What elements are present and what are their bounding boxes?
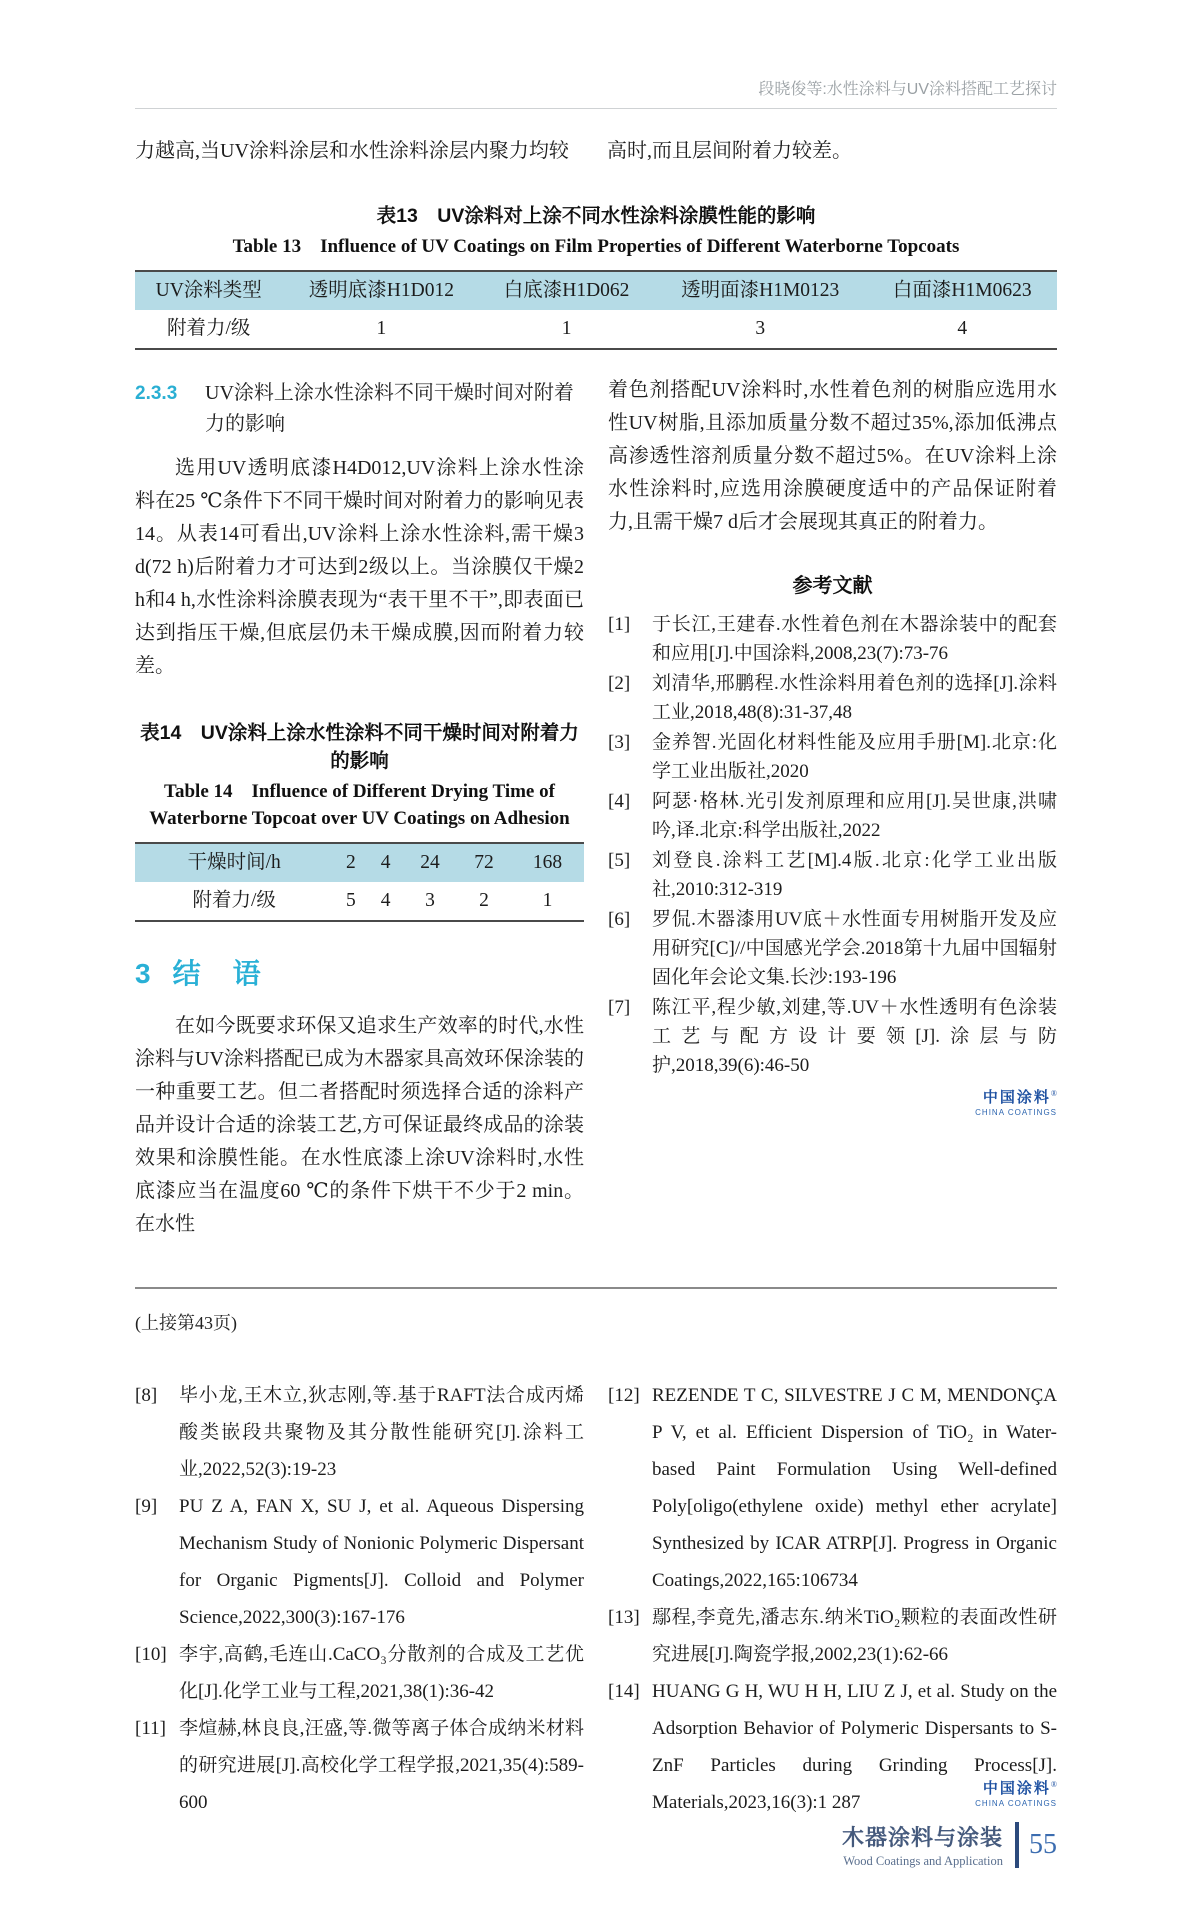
logo-trademark-icon: ®: [1050, 1780, 1057, 1789]
table14-header-cell: 干燥时间/h: [187, 852, 281, 873]
reference-item: [608, 787, 1057, 845]
references-main-list: [608, 610, 1057, 1080]
right-column: [608, 374, 1057, 1241]
reference-number: [1]: [608, 614, 631, 635]
reference-item: [608, 728, 1057, 786]
section-2-3-3-heading: [135, 378, 584, 440]
reference-text: HUANG G H, WU H H, LIU Z J, et al. Study on the Adsorption Behavior of Polymeric Dispersants to S-ZnF Particles during Grinding Process[J]. Materials,2023,16(3):1 287: [652, 1681, 1057, 1813]
reference-number: [13]: [608, 1607, 640, 1628]
journal-title-cn: 木器涂料与涂装: [841, 1825, 1003, 1850]
table13-header-cell: 白面漆H1M0623: [892, 280, 1032, 301]
main-columns: [135, 374, 1057, 1241]
journal-title-en: Wood Coatings and Application: [843, 1854, 1003, 1868]
reference-text: 罗侃.木器漆用UV底＋水性面专用树脂开发及应用研究[C]//中国感光学会.2018第十九届中国辐射固化年会论文集.长沙:193-196: [652, 909, 1057, 988]
footer-divider-bar: [1015, 1822, 1019, 1868]
references-heading: 参考文献: [792, 575, 873, 597]
reference-number: [11]: [135, 1718, 166, 1739]
page-number: 55: [1029, 1829, 1057, 1860]
table14-header-cell: 72: [474, 852, 494, 873]
section-3-number: 3: [135, 958, 151, 989]
table13-data-cell: 1: [561, 318, 572, 339]
reference-number: [12]: [608, 1385, 640, 1406]
left-column: [135, 374, 584, 1241]
table13-title-cn: 表13 UV涂料对上涂不同水性涂料涂膜性能的影响: [376, 205, 816, 227]
running-head: 段晓俊等:水性涂料与UV涂料搭配工艺探讨: [135, 76, 1057, 109]
table13-header-cell: 透明底漆H1D012: [308, 280, 454, 301]
table13-block: [135, 202, 1057, 350]
table14-data-cell: 附着力/级: [192, 890, 276, 911]
table14-data-cell: 3: [425, 890, 435, 911]
table14-data-cell: 4: [380, 890, 391, 911]
table14-data-cell: 5: [345, 890, 356, 911]
table14-header-row: [135, 843, 584, 882]
conclusion-continuation: 着色剂搭配UV涂料时,水性着色剂的树脂应选用水性UV树脂,且添加质量分数不超过35%,添加低沸点高渗透性溶剂质量分数不超过5%。在UV涂料上涂水性涂料时,应选用涂膜硬度适中的产品保证附着力,且需干燥7 d后才会展现其真正的附着力。: [608, 379, 1057, 533]
reference-text: 李煊赫,林良良,汪盛,等.微等离子体合成纳米材料的研究进展[J].高校化学工程学报,2021,35(4):589-600: [179, 1718, 584, 1813]
reference-item: [608, 1673, 1057, 1821]
table14-data-cell: 1: [542, 890, 553, 911]
table13-data-row: [135, 310, 1057, 349]
reference-item: [135, 1710, 584, 1821]
reference-item: [608, 1599, 1057, 1673]
logo-en-text: CHINA COATINGS: [975, 1108, 1057, 1117]
reference-item: [135, 1636, 584, 1710]
reference-item: [135, 1488, 584, 1636]
table13-data-cell: 附着力/级: [167, 318, 251, 339]
reference-text: PU Z A, FAN X, SU J, et al. Aqueous Dispersing Mechanism Study of Nonionic Polymeric Dispersant for Organic Pigments[J]. Colloid and Polymer Science,2022,300(3):167-176: [179, 1496, 584, 1628]
logo-trademark-icon: ®: [1050, 1089, 1057, 1098]
table13-header-cell: UV涂料类型: [155, 280, 262, 301]
reference-text: 毕小龙,王木立,狄志刚,等.基于RAFT法合成丙烯酸类嵌段共聚物及其分散性能研究[J].涂料工业,2022,52(3):19-23: [179, 1385, 584, 1480]
reference-text: REZENDE T C, SILVESTRE J C M, MENDONÇA P V, et al. Efficient Dispersion of TiO₂ in Water-based Paint Formulation Using Well-defined Poly[oligo(ethylene oxide) methyl ether acrylate] Synthesized by ICAR ATRP[J]. Progress in Organic Coatings,2022,165:106734: [652, 1385, 1057, 1591]
table13-header-cell: 透明面漆H1M0123: [681, 280, 840, 301]
section-3-body: 在如今既要求环保又追求生产效率的时代,水性涂料与UV涂料搭配已成为木器家具高效环保涂装的一种重要工艺。但二者搭配时须选择合适的涂料产品并设计合适的涂装工艺,方可保证最终成品的涂装效果和涂膜性能。在水性底漆上涂UV涂料时,水性底漆应当在温度60 ℃的条件下烘干不少于2 min。在水性: [135, 1015, 584, 1235]
continued-references-left: [135, 1377, 584, 1821]
reference-number: [7]: [608, 997, 631, 1018]
reference-number: [3]: [608, 732, 631, 753]
table13-data-cell: 3: [755, 318, 766, 339]
continued-references: [135, 1377, 1057, 1821]
reference-text: 于长江,王建春.水性着色剂在木器涂装中的配套和应用[J].中国涂料,2008,23(7):73-76: [652, 614, 1057, 664]
reference-item: [608, 905, 1057, 992]
reference-number: [8]: [135, 1385, 158, 1406]
reference-number: [4]: [608, 791, 631, 812]
table-14: [135, 842, 584, 922]
logo-cn-text: 中国涂料: [982, 1089, 1051, 1106]
table14-data-cell: 2: [479, 890, 489, 911]
reference-number: [2]: [608, 673, 631, 694]
intro-left: 力越高,当UV涂料涂层和水性涂料涂层内聚力均较: [135, 140, 569, 162]
china-coatings-logo: [608, 1090, 1057, 1117]
continuation-note: (上接第43页): [135, 1313, 237, 1333]
table13-header-cell: 白底漆H1D062: [503, 280, 630, 301]
reference-text: 李宇,高鹤,毛连山.CaCO₃分散剂的合成及工艺优化[J].化学工业与工程,2021,38(1):36-42: [179, 1644, 584, 1702]
reference-number: [9]: [135, 1496, 158, 1517]
section-3-title: 结 语: [172, 958, 263, 989]
section-2-3-3-title: UV涂料上涂水性涂料不同干燥时间对附着力的影响: [205, 382, 574, 435]
table13-data-cell: 1: [376, 318, 387, 339]
intro-row: [135, 136, 1057, 166]
page-footer: [135, 1821, 1057, 1869]
reference-item: [608, 993, 1057, 1080]
logo-cn-text: 中国涂料: [982, 1780, 1051, 1797]
table14-title-cn: 表14 UV涂料上涂水性涂料不同干燥时间对附着力的影响: [140, 722, 579, 772]
reference-text: 刘登良.涂料工艺[M].4版.北京:化学工业出版社,2010:312-319: [652, 850, 1057, 900]
reference-number: [6]: [608, 909, 631, 930]
reference-item: [608, 1377, 1057, 1599]
table14-data-row: [135, 882, 584, 921]
section-divider: [135, 1287, 1057, 1289]
journal-title-block: [842, 1821, 1003, 1869]
table14-header-cell: 4: [380, 852, 391, 873]
table14-header-cell: 168: [532, 852, 563, 873]
continued-references-right-list: [608, 1377, 1057, 1821]
reference-number: [14]: [608, 1681, 640, 1702]
reference-number: [5]: [608, 850, 631, 871]
table14-header-cell: 2: [345, 852, 356, 873]
reference-item: [608, 669, 1057, 727]
reference-text: 陈江平,程少敏,刘建,等.UV＋水性透明有色涂装工艺与配方设计要领[J].涂层与防护,2018,39(6):46-50: [652, 997, 1057, 1076]
table-13: [135, 270, 1057, 350]
table14-header-cell: 24: [420, 852, 440, 873]
reference-text: 金养智.光固化材料性能及应用手册[M].北京:化学工业出版社,2020: [652, 732, 1057, 782]
reference-item: [608, 610, 1057, 668]
table14-title-en: Table 14 Influence of Different Drying Time of Waterborne Topcoat over UV Coatings on Adhesion: [149, 781, 570, 829]
logo-en-text: CHINA COATINGS: [975, 1799, 1057, 1808]
section-2-3-3-number: 2.3.3: [135, 383, 178, 404]
reference-text: 鄢程,李竟先,潘志东.纳米TiO₂颗粒的表面改性研究进展[J].陶瓷学报,2002,23(1):62-66: [652, 1607, 1057, 1665]
continued-references-right: [608, 1377, 1057, 1821]
reference-text: 刘清华,邢鹏程.水性涂料用着色剂的选择[J].涂料工业,2018,48(8):31-37,48: [652, 673, 1057, 723]
reference-item: [608, 846, 1057, 904]
table13-header-row: [135, 271, 1057, 310]
reference-text: 阿瑟·格林.光引发剂原理和应用[J].吴世康,洪啸吟,译.北京:科学出版社,2022: [652, 791, 1057, 841]
reference-item: [135, 1377, 584, 1488]
table14-block: [135, 719, 584, 922]
table13-title-en: Table 13 Influence of UV Coatings on Film Properties of Different Waterborne Topcoats: [232, 236, 960, 257]
section-2-3-3-body: 选用UV透明底漆H4D012,UV涂料上涂水性涂料在25 ℃条件下不同干燥时间对附着力的影响见表14。从表14可看出,UV涂料上涂水性涂料,需干燥3 d(72 h)后附着力才可达到2级以上。当涂膜仅干燥2 h和4 h,水性涂料涂膜表现为“表干里不干”,即表面已达到指压干燥,但底层仍未干燥成膜,因而附着力较差。: [135, 457, 584, 677]
section-3-heading: [135, 952, 584, 992]
reference-number: [10]: [135, 1644, 167, 1665]
intro-right: 高时,而且层间附着力较差。: [607, 140, 852, 162]
table13-data-cell: 4: [957, 318, 968, 339]
